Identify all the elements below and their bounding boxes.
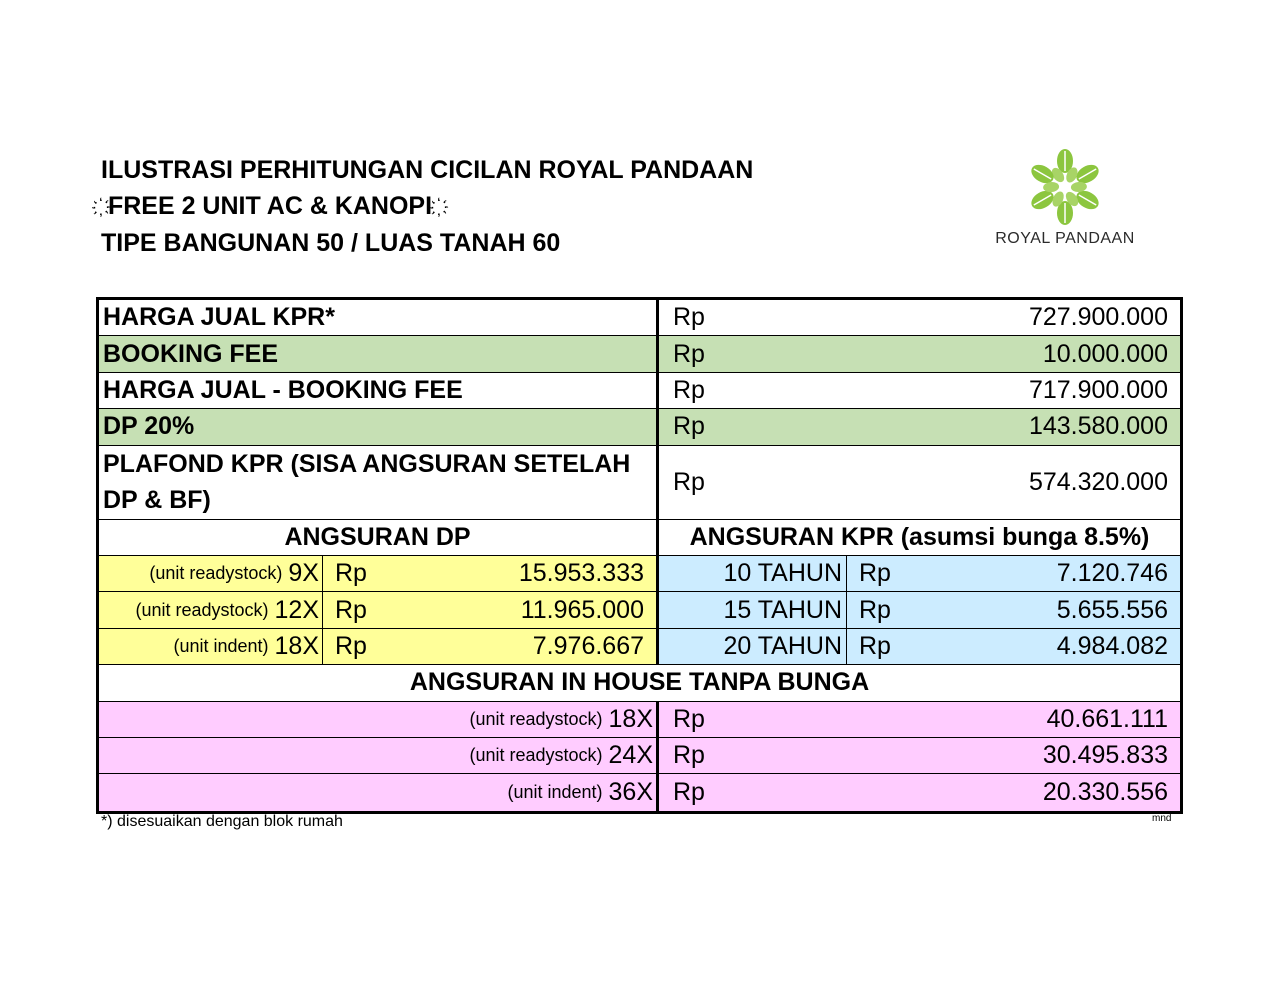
table-row bbox=[99, 336, 1180, 372]
amount: 143.580.000 bbox=[1028, 412, 1168, 441]
unit-note: (unit readystock) bbox=[135, 599, 269, 620]
angsuran-kpr-heading: ANGSURAN KPR (asumsi bunga 8.5%) bbox=[689, 522, 1150, 551]
amount: 20.330.556 bbox=[1042, 777, 1168, 806]
table-row bbox=[99, 702, 1180, 738]
angsuran-dp-heading: ANGSURAN DP bbox=[99, 520, 659, 555]
table-row bbox=[99, 556, 1180, 592]
term: 18X bbox=[274, 631, 319, 660]
unit-note: (unit indent) bbox=[507, 781, 603, 802]
currency: Rp bbox=[323, 629, 383, 664]
section-header-row bbox=[99, 665, 1180, 701]
currency: Rp bbox=[673, 777, 705, 806]
table-row bbox=[99, 738, 1180, 774]
amount: 717.900.000 bbox=[1028, 375, 1168, 404]
amount: 11.965.000 bbox=[383, 592, 659, 627]
in-house-heading: ANGSURAN IN HOUSE TANPA BUNGA bbox=[409, 668, 870, 697]
installment-table bbox=[96, 297, 1183, 814]
amount: 10.000.000 bbox=[1042, 339, 1168, 368]
unit-note: (unit readystock) bbox=[469, 708, 603, 729]
row-label: HARGA JUAL - BOOKING FEE bbox=[99, 373, 659, 408]
term: 12X bbox=[274, 595, 319, 624]
unit-note: (unit readystock) bbox=[469, 745, 603, 766]
term: 9X bbox=[288, 559, 319, 588]
currency: Rp bbox=[673, 303, 705, 332]
table-row bbox=[99, 409, 1180, 445]
term: 18X bbox=[608, 704, 653, 733]
currency: Rp bbox=[847, 556, 907, 591]
amount: 4.984.082 bbox=[907, 629, 1180, 664]
currency: Rp bbox=[673, 741, 705, 770]
amount: 30.495.833 bbox=[1042, 741, 1168, 770]
in-house-term bbox=[99, 738, 659, 773]
unit-note: (unit indent) bbox=[173, 635, 269, 656]
kpr-term: 10 TAHUN bbox=[659, 556, 847, 591]
currency: Rp bbox=[847, 592, 907, 627]
kpr-term: 20 TAHUN bbox=[659, 629, 847, 664]
currency: Rp bbox=[673, 467, 705, 496]
author-mark: mnd bbox=[1152, 813, 1172, 824]
section-header-row bbox=[99, 520, 1180, 556]
amount: 40.661.111 bbox=[1046, 704, 1168, 733]
row-label: DP 20% bbox=[99, 409, 659, 444]
row-label: PLAFOND KPR (SISA ANGSURAN SETELAH DP & BF) bbox=[99, 446, 659, 519]
currency: Rp bbox=[673, 339, 705, 368]
amount: 5.655.556 bbox=[907, 592, 1180, 627]
leaf-wreath-icon bbox=[1020, 148, 1110, 226]
currency: Rp bbox=[673, 704, 705, 733]
header bbox=[101, 152, 753, 261]
term: 24X bbox=[608, 741, 653, 770]
currency: Rp bbox=[323, 556, 383, 591]
table-row bbox=[99, 300, 1180, 336]
row-label: BOOKING FEE bbox=[99, 336, 659, 371]
amount: 15.953.333 bbox=[383, 556, 659, 591]
royal-pandaan-logo bbox=[985, 148, 1145, 248]
building-type: TIPE BANGUNAN 50 / LUAS TANAH 60 bbox=[101, 229, 561, 257]
amount: 7.976.667 bbox=[383, 629, 659, 664]
in-house-term bbox=[99, 702, 659, 737]
footnote: *) disesuaikan dengan blok rumah bbox=[101, 813, 343, 830]
table-row bbox=[99, 373, 1180, 409]
dp-term bbox=[99, 592, 323, 627]
document-title: ILUSTRASI PERHITUNGAN CICILAN ROYAL PANDAAN bbox=[101, 156, 754, 184]
table-row bbox=[99, 774, 1180, 810]
table-row bbox=[99, 592, 1180, 628]
kpr-term: 15 TAHUN bbox=[659, 592, 847, 627]
promo-line bbox=[101, 188, 753, 225]
table-row bbox=[99, 629, 1180, 665]
amount: 727.900.000 bbox=[1028, 303, 1168, 332]
currency: Rp bbox=[673, 375, 705, 404]
logo-brand: ROYAL PANDAAN bbox=[995, 230, 1135, 247]
amount: 7.120.746 bbox=[907, 556, 1180, 591]
currency: Rp bbox=[847, 629, 907, 664]
currency: Rp bbox=[673, 412, 705, 441]
promo-text: FREE 2 UNIT AC & KANOPI bbox=[107, 192, 433, 220]
in-house-term bbox=[99, 774, 659, 810]
currency: Rp bbox=[323, 592, 383, 627]
dp-term bbox=[99, 556, 323, 591]
row-label: HARGA JUAL KPR* bbox=[99, 300, 659, 335]
amount: 574.320.000 bbox=[1028, 467, 1168, 496]
dp-term bbox=[99, 629, 323, 664]
term: 36X bbox=[608, 777, 653, 806]
table-row bbox=[99, 446, 1180, 520]
unit-note: (unit readystock) bbox=[149, 563, 283, 584]
